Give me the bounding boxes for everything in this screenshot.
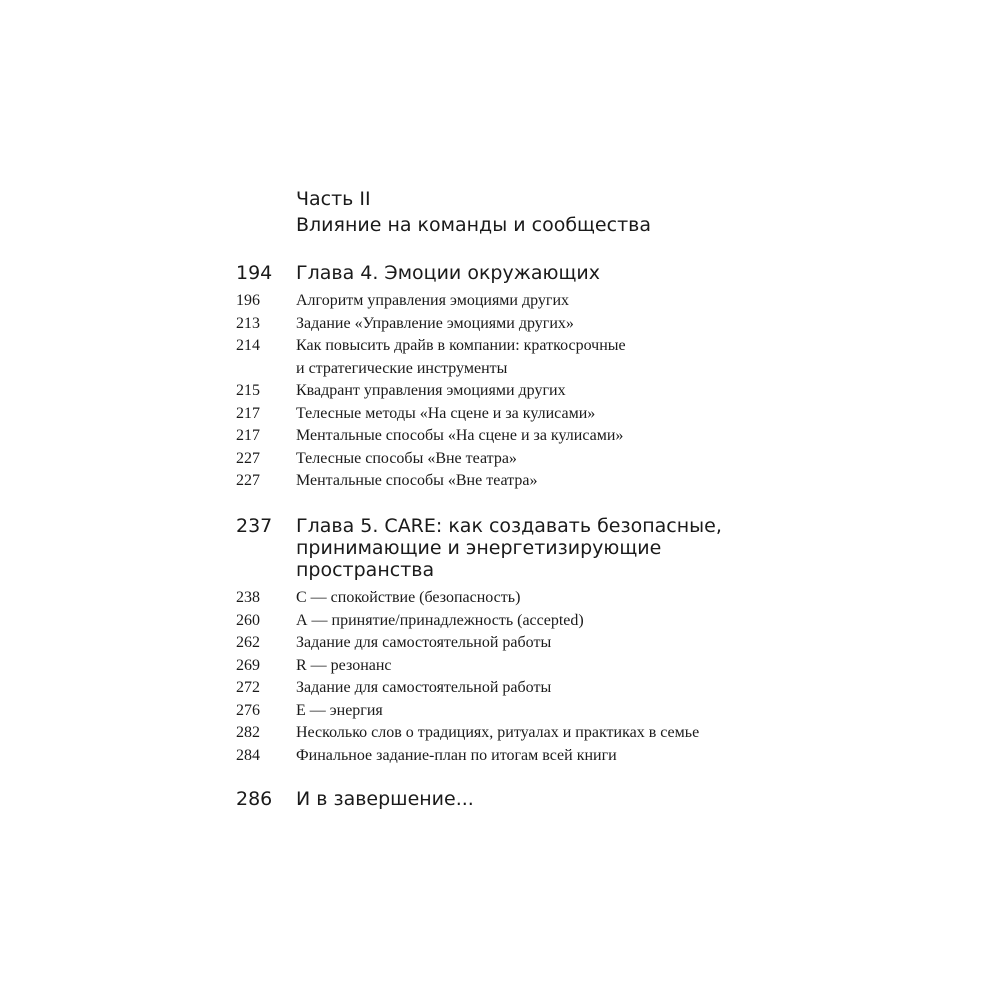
entry-page-number: 262 — [236, 634, 260, 651]
entry-page-number: 215 — [236, 382, 260, 399]
part-title: Влияние на команды и сообщества — [296, 214, 651, 236]
entry-title-line: Задание для самостоятельной работы — [296, 679, 552, 696]
entry-page-number: 213 — [236, 314, 260, 332]
entry-title-line: А — принятие/принадлежность (accepted) — [296, 611, 584, 629]
entry-title-line: Телесные методы «На сцене и за кулисами» — [296, 404, 596, 422]
chapter-title-line: Глава 5. CARE: как создавать безопасные, — [296, 515, 722, 537]
chapter-title — [296, 515, 796, 581]
toc-entry — [236, 745, 796, 768]
part-label: Часть II — [296, 188, 371, 210]
entry-title — [296, 677, 796, 700]
chapter-page-number: 286 — [236, 788, 273, 810]
chapter-heading — [236, 515, 796, 581]
chapter-entries — [236, 290, 796, 493]
toc-entry — [236, 470, 796, 493]
entry-page-number: 217 — [236, 427, 260, 444]
conclusion — [236, 788, 796, 810]
entry-page-number: 269 — [236, 656, 260, 674]
entry-page-number: 238 — [236, 589, 260, 606]
toc-entry — [236, 700, 796, 723]
entry-title-line: Ментальные способы «На сцене и за кулисами» — [296, 427, 624, 444]
entry-title — [296, 290, 796, 313]
entry-title — [296, 655, 796, 678]
entry-title — [296, 745, 796, 768]
entry-title — [296, 587, 796, 610]
entry-title-line: Ментальные способы «Вне театра» — [296, 472, 538, 489]
entry-title-line: Алгоритм управления эмоциями других — [296, 292, 570, 309]
entry-page-number: 282 — [236, 724, 260, 741]
entry-title — [296, 380, 796, 403]
entry-page-number: 196 — [236, 292, 260, 309]
entry-title-line: С — спокойствие (безопасность) — [296, 589, 521, 606]
toc-entry — [236, 313, 796, 336]
entry-page-number: 227 — [236, 449, 260, 467]
chapter-title-line: пространства — [296, 559, 435, 581]
entry-page-number: 217 — [236, 404, 260, 422]
entry-title — [296, 470, 796, 493]
entry-title — [296, 632, 796, 655]
chapter-heading — [236, 788, 796, 810]
chapter-title: И в завершение... — [296, 788, 474, 810]
entry-title-line: Как повысить драйв в компании: краткосрочные — [296, 337, 626, 354]
entry-title — [296, 610, 796, 633]
entry-title — [296, 425, 796, 448]
entry-title — [296, 722, 796, 745]
entry-page-number: 284 — [236, 746, 260, 764]
entry-page-number: 260 — [236, 611, 260, 629]
toc-entry — [236, 335, 796, 380]
chapter-5 — [236, 515, 796, 767]
entry-title-line: Телесные способы «Вне театра» — [296, 449, 517, 467]
toc-entry — [236, 655, 796, 678]
entry-title-line: Финальное задание-план по итогам всей книги — [296, 746, 617, 764]
entry-title-line: Е — энергия — [296, 701, 383, 719]
toc-entry — [236, 403, 796, 426]
toc-entry — [236, 587, 796, 610]
entry-title — [296, 403, 796, 426]
entry-title-line: R — резонанс — [296, 656, 392, 674]
chapter-title-line: принимающие и энергетизирующие — [296, 537, 662, 559]
toc-entry — [236, 722, 796, 745]
toc-entry — [236, 677, 796, 700]
toc-entry — [236, 380, 796, 403]
chapter-4 — [236, 262, 796, 493]
entry-title-line: Задание для самостоятельной работы — [296, 634, 552, 651]
entry-title-line: Несколько слов о традициях, ритуалах и практиках в семье — [296, 724, 700, 741]
toc-entry — [236, 632, 796, 655]
entry-page-number: 227 — [236, 472, 260, 489]
entry-title-line: и стратегические инструменты — [296, 359, 508, 377]
entry-page-number: 276 — [236, 701, 260, 719]
chapter-title: Глава 4. Эмоции окружающих — [296, 262, 600, 284]
toc-entry — [236, 425, 796, 448]
entry-title-line: Квадрант управления эмоциями других — [296, 382, 566, 399]
chapter-page-number: 237 — [236, 515, 273, 537]
entry-page-number: 272 — [236, 679, 260, 696]
chapter-entries — [236, 587, 796, 767]
entry-title-line: Задание «Управление эмоциями других» — [296, 314, 574, 332]
entry-title — [296, 448, 796, 471]
chapter-heading — [236, 262, 796, 284]
chapter-page-number: 194 — [236, 262, 273, 284]
toc-entry — [236, 290, 796, 313]
entry-title — [296, 313, 796, 336]
toc-entry — [236, 448, 796, 471]
entry-page-number: 214 — [236, 337, 260, 354]
toc-entry — [236, 610, 796, 633]
entry-title — [296, 700, 796, 723]
part-heading — [296, 186, 651, 238]
entry-title — [296, 335, 796, 380]
